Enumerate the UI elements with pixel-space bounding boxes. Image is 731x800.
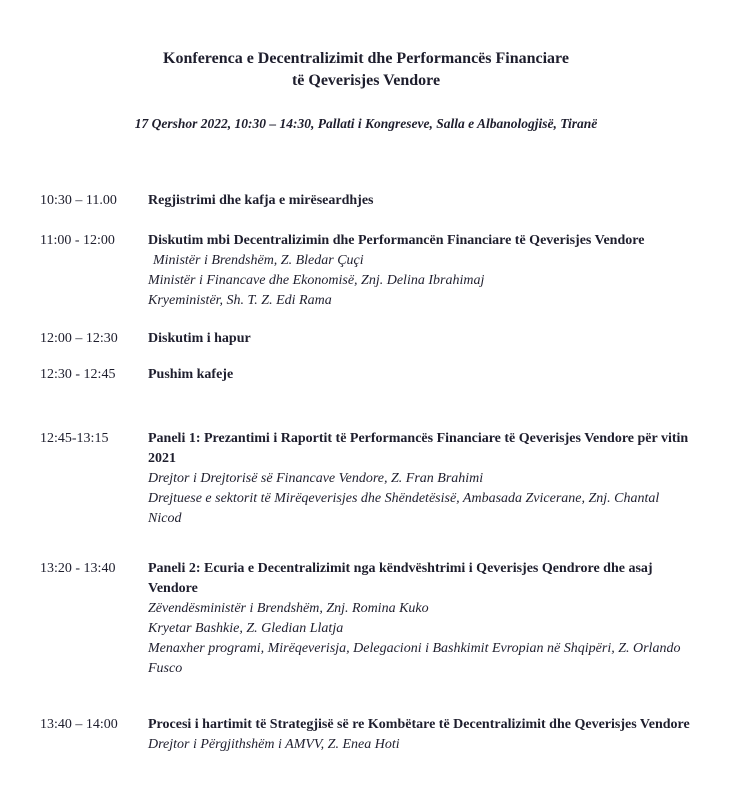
agenda-title: Diskutim i hapur [148,331,251,346]
agenda-item-discussion-decentralization [40,231,692,311]
agenda-time: 11:00 - 12:00 [40,233,115,248]
document-title-line1: Konferenca e Decentralizimit dhe Performancës Financiare [163,50,569,67]
agenda-item-open-discussion [40,329,692,349]
agenda-speaker: Drejtor i Drejtorisë së Financave Vendore, Z. Fran Brahimi [148,471,484,486]
agenda-title: Procesi i hartimit të Strategjisë së re Kombëtare të Decentralizimit dhe Qeverisjes Vendore [148,717,690,732]
agenda-title: Diskutim mbi Decentralizimin dhe Performancën Financiare të Qeverisjes Vendore [148,233,645,248]
agenda-content [148,231,692,311]
agenda-speaker: Ministër i Financave dhe Ekonomisë, Znj. Delina Ibrahimaj [148,273,485,288]
agenda-time: 12:30 - 12:45 [40,367,116,382]
document-title-line2: të Qeverisjes Vendore [291,72,441,89]
agenda-item-registration [40,191,692,211]
agenda-content [148,191,692,211]
agenda-title: Pushim kafeje [148,367,234,382]
agenda-content [148,715,692,755]
agenda-title: Paneli 2: Ecuria e Decentralizimit nga këndvështrimi i Qeverisjes Qendrore dhe asaj Vendore [148,561,653,596]
agenda-speaker: Kryetar Bashkie, Z. Gledian Llatja [148,621,344,636]
agenda-content [148,559,692,679]
agenda-speaker: Drejtor i Përgjithshëm i AMVV, Z. Enea Hoti [148,737,400,752]
document-subtitle: 17 Qershor 2022, 10:30 – 14:30, Pallati i Kongreseve, Salla e Albanologjisë, Tiranë [134,116,598,131]
agenda-speaker: Drejtuese e sektorit të Mirëqeverisjes dhe Shëndetësisë, Ambasada Zvicerane, Znj. Chantal Nicod [148,491,660,526]
agenda-speaker: Kryeministër, Sh. T. Z. Edi Rama [148,293,332,308]
agenda-title: Paneli 1: Prezantimi i Raportit të Performancës Financiare të Qeverisjes Vendore për vitin 2021 [148,431,689,466]
agenda-time: 12:45-13:15 [40,431,109,446]
agenda-speaker: Menaxher programi, Mirëqeverisja, Delegacioni i Bashkimit Evropian në Shqipëri, Z. Orlando Fusco [148,641,681,676]
agenda-speaker: Zëvendësministër i Brendshëm, Znj. Romina Kuko [148,601,429,616]
agenda-item-panel-1 [40,429,692,529]
agenda-title: Regjistrimi dhe kafja e mirëseardhjes [148,193,374,208]
document-header [40,48,692,133]
agenda-time: 10:30 – 11.00 [40,193,117,208]
agenda-time: 13:20 - 13:40 [40,561,116,576]
agenda-list [40,191,692,755]
agenda-item-panel-2 [40,559,692,679]
agenda-content [148,429,692,529]
agenda-time: 12:00 – 12:30 [40,331,118,346]
agenda-item-strategy-process [40,715,692,755]
agenda-content [148,329,692,349]
agenda-content [148,365,692,385]
agenda-time: 13:40 – 14:00 [40,717,118,732]
agenda-item-coffee-break [40,365,692,385]
document-title [40,48,692,92]
agenda-speaker: Ministër i Brendshëm, Z. Bledar Çuçi [153,253,364,268]
